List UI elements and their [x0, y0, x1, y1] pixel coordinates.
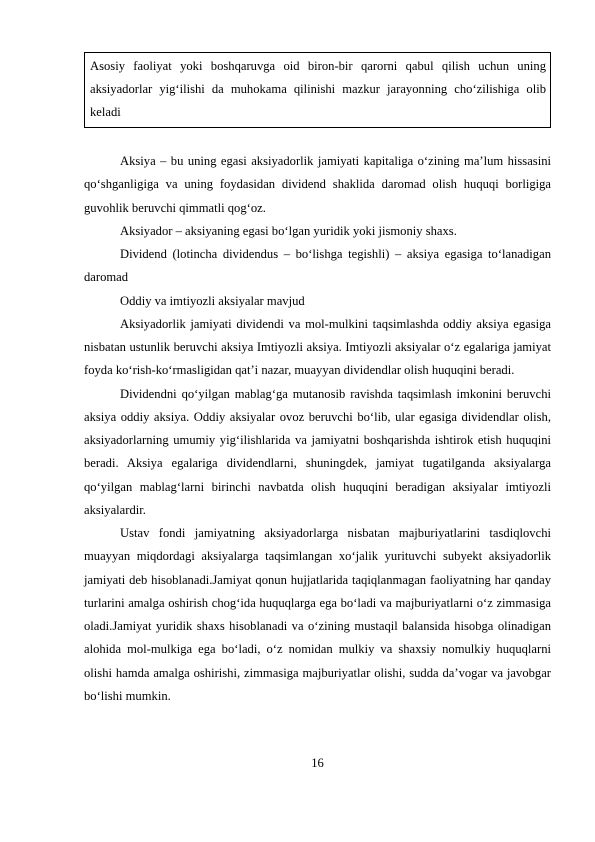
highlight-box: [84, 52, 551, 128]
paragraph-aksiyador-definition: Aksiyador – aksiyaning egasi bo‘lgan yuridik yoki jismoniy shaxs.: [120, 223, 457, 238]
box-text: Asosiy faoliyat yoki boshqaruvga oid biron-bir qarorni qabul qilish uchun uning aksiyadorlar yig‘ilishi da muhokama qilinishi mazkur jarayonning cho‘zilishiga olib keladi: [90, 59, 546, 119]
paragraph-dividend-definition: Dividend (lotincha dividendus – bo‘lishga tegishli) – aksiya egasiga to‘lanadigan daromad: [84, 247, 551, 285]
page-number: 16: [311, 756, 324, 770]
paragraph-imtiyozli-aksiya: Aksiyadorlik jamiyati dividendi va mol-mulkini taqsimlashda oddiy aksiya egasiga nisbatan ustunlik beruvchi aksiya Imtiyozli aksiya. Imtiyozli aksiyalar o‘z egalariga jamiyat foyda ko‘rish-ko‘rmasligidan qat’i nazar, muayyan dividendlar olish huquqini beradi.: [84, 316, 551, 378]
paragraph-ustav-fondi: Ustav fondi jamiyatning aksiyadorlarga nisbatan majburiyatlarini tasdiqlovchi muayyan miqdordagi aksiyalarga taqsimlangan xo‘jalik yurituvchi subyekt aksiyadorlik jamiyati deb hisoblanadi.Jamiyat qonun hujjatlarida taqiqlanmagan faoliyatning har qanday turlarini amalga oshirish chog‘ida huquqlarga ega bo‘ladi va majburiyatlarni o‘z zimmasiga oladi.Jamiyat yuridik shaxs hisoblanadi va o‘zining mustaqil balansida hisobga olinadigan alohida mol-mulkiga ega bo‘ladi, o‘z nomidan mulkiy va shaxsiy nomulkiy huquqlarni olishi hamda amalga oshirishi, zimmasiga majburiyatlar olishi, sudda da’vogar va javobgar bo‘lishi mumkin.: [84, 526, 551, 703]
document-body: [84, 150, 551, 708]
paragraph-oddiy-aksiya: Dividendni qo‘yilgan mablag‘ga mutanosib ravishda taqsimlash imkonini beruvchi aksiya oddiy aksiya. Oddiy aksiyalar ovoz beruvchi bo‘lib, ular egasiga dividendlar olish, aksiyadorlarning umumiy yig‘ilishlarida va jamiyatni boshqarishda ishtirok etish huquqini beradi. Aksiya egalariga dividendlarni, shuningdek, jamiyat tugatilganda aksiyalarga qo‘yilgan mablag‘larni birinchi navbatda olish huquqini beradigan aksiyalar imtiyozli aksiyalardir.: [84, 386, 551, 517]
paragraph-aksiya-types: Oddiy va imtiyozli aksiyalar mavjud: [120, 293, 305, 308]
paragraph-aksiya-definition: Aksiya – bu uning egasi aksiyadorlik jamiyati kapitaliga o‘zining ma’lum hissasini qo‘shganligiga va uning foydasidan dividend shaklida daromad olish huquqi borligiga guvohlik beruvchi qimmatli qog‘oz.: [84, 154, 551, 215]
